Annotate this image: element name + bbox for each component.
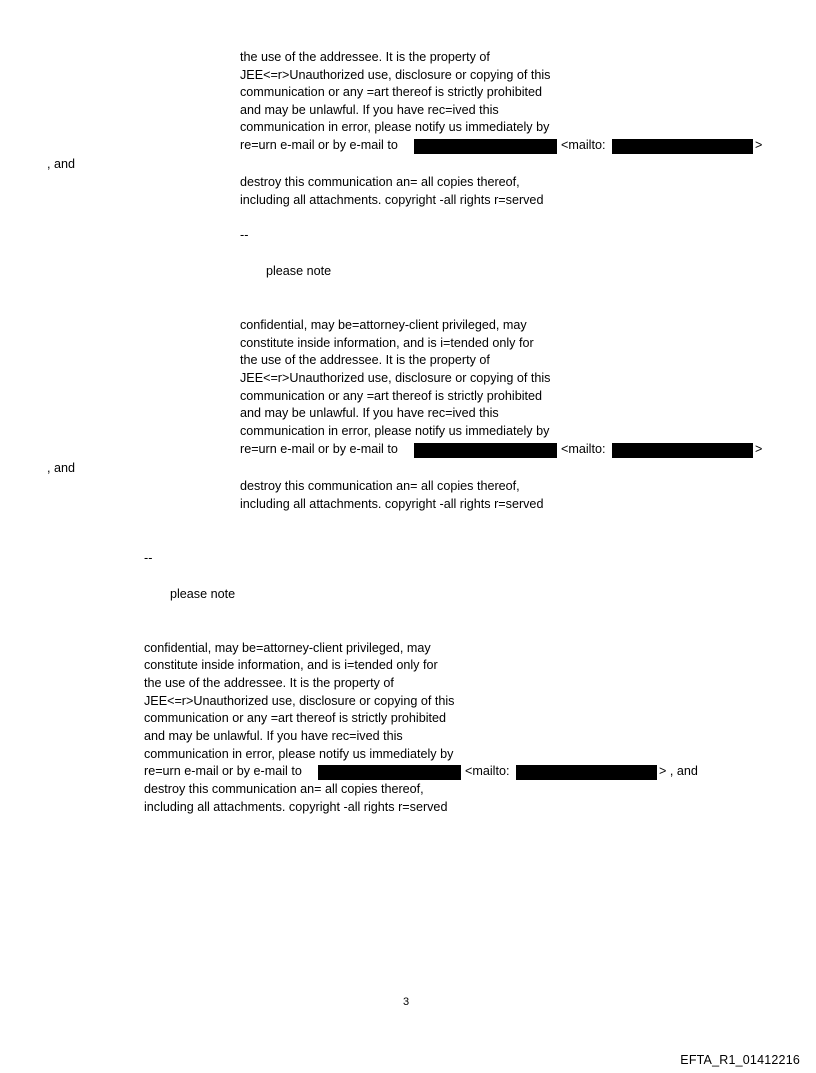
- text-line: including all attachments. copyright -all rights r=served: [240, 497, 544, 511]
- redaction-box: [612, 443, 753, 458]
- text-line: and may be unlawful. If you have rec=ived this: [240, 103, 499, 117]
- text-line: and may be unlawful. If you have rec=ived this: [144, 729, 403, 743]
- text-line: communication in error, please notify us immediately by: [240, 120, 550, 134]
- text-line: including all attachments. copyright -all rights r=served: [144, 800, 448, 814]
- text-line: the use of the addressee. It is the property of: [144, 676, 394, 690]
- redaction-box: [414, 139, 557, 154]
- page-number: 3: [403, 996, 410, 1008]
- text-line: destroy this communication an= all copies thereof,: [240, 479, 520, 493]
- redaction-box: [612, 139, 753, 154]
- please-note-heading: please note: [170, 587, 236, 601]
- mailto-label: <mailto:: [561, 442, 606, 456]
- text-line: communication or any =art thereof is strictly prohibited: [240, 85, 543, 99]
- email-line-prefix: re=urn e-mail or by e-mail to: [240, 442, 398, 456]
- text-line: communication in error, please notify us immediately by: [240, 424, 550, 438]
- please-note-heading: please note: [266, 264, 332, 278]
- text-line: communication in error, please notify us immediately by: [144, 747, 454, 761]
- email-line-prefix: re=urn e-mail or by e-mail to: [240, 138, 398, 152]
- text-line: destroy this communication an= all copies thereof,: [240, 175, 520, 189]
- text-line: constitute inside information, and is i=tended only for: [240, 336, 534, 350]
- text-line: JEE<=r>Unauthorized use, disclosure or copying of this: [240, 68, 551, 82]
- text-line: including all attachments. copyright -all rights r=served: [240, 193, 544, 207]
- and-fragment: , and: [47, 157, 76, 171]
- text-line: communication or any =art thereof is strictly prohibited: [144, 711, 447, 725]
- mailto-close-and: > , and: [659, 764, 698, 778]
- text-line: and may be unlawful. If you have rec=ived this: [240, 406, 499, 420]
- text-line: JEE<=r>Unauthorized use, disclosure or copying of this: [240, 371, 551, 385]
- text-line: the use of the addressee. It is the property of: [240, 50, 490, 64]
- text-line: communication or any =art thereof is strictly prohibited: [240, 389, 543, 403]
- mailto-label: <mailto:: [465, 764, 510, 778]
- redaction-box: [516, 765, 657, 780]
- mailto-close: >: [755, 442, 763, 456]
- redaction-box: [414, 443, 557, 458]
- separator: --: [240, 228, 249, 242]
- email-line-prefix: re=urn e-mail or by e-mail to: [144, 764, 302, 778]
- separator: --: [144, 551, 153, 565]
- text-line: the use of the addressee. It is the property of: [240, 353, 490, 367]
- text-line: constitute inside information, and is i=tended only for: [144, 658, 438, 672]
- document-id: EFTA_R1_01412216: [680, 1053, 800, 1067]
- mailto-label: <mailto:: [561, 138, 606, 152]
- redaction-box: [318, 765, 461, 780]
- text-line: confidential, may be=attorney-client privileged, may: [240, 318, 527, 332]
- text-line: confidential, may be=attorney-client privileged, may: [144, 641, 431, 655]
- text-line: destroy this communication an= all copies thereof,: [144, 782, 424, 796]
- mailto-close: >: [755, 138, 763, 152]
- and-fragment: , and: [47, 461, 76, 475]
- text-line: JEE<=r>Unauthorized use, disclosure or copying of this: [144, 694, 455, 708]
